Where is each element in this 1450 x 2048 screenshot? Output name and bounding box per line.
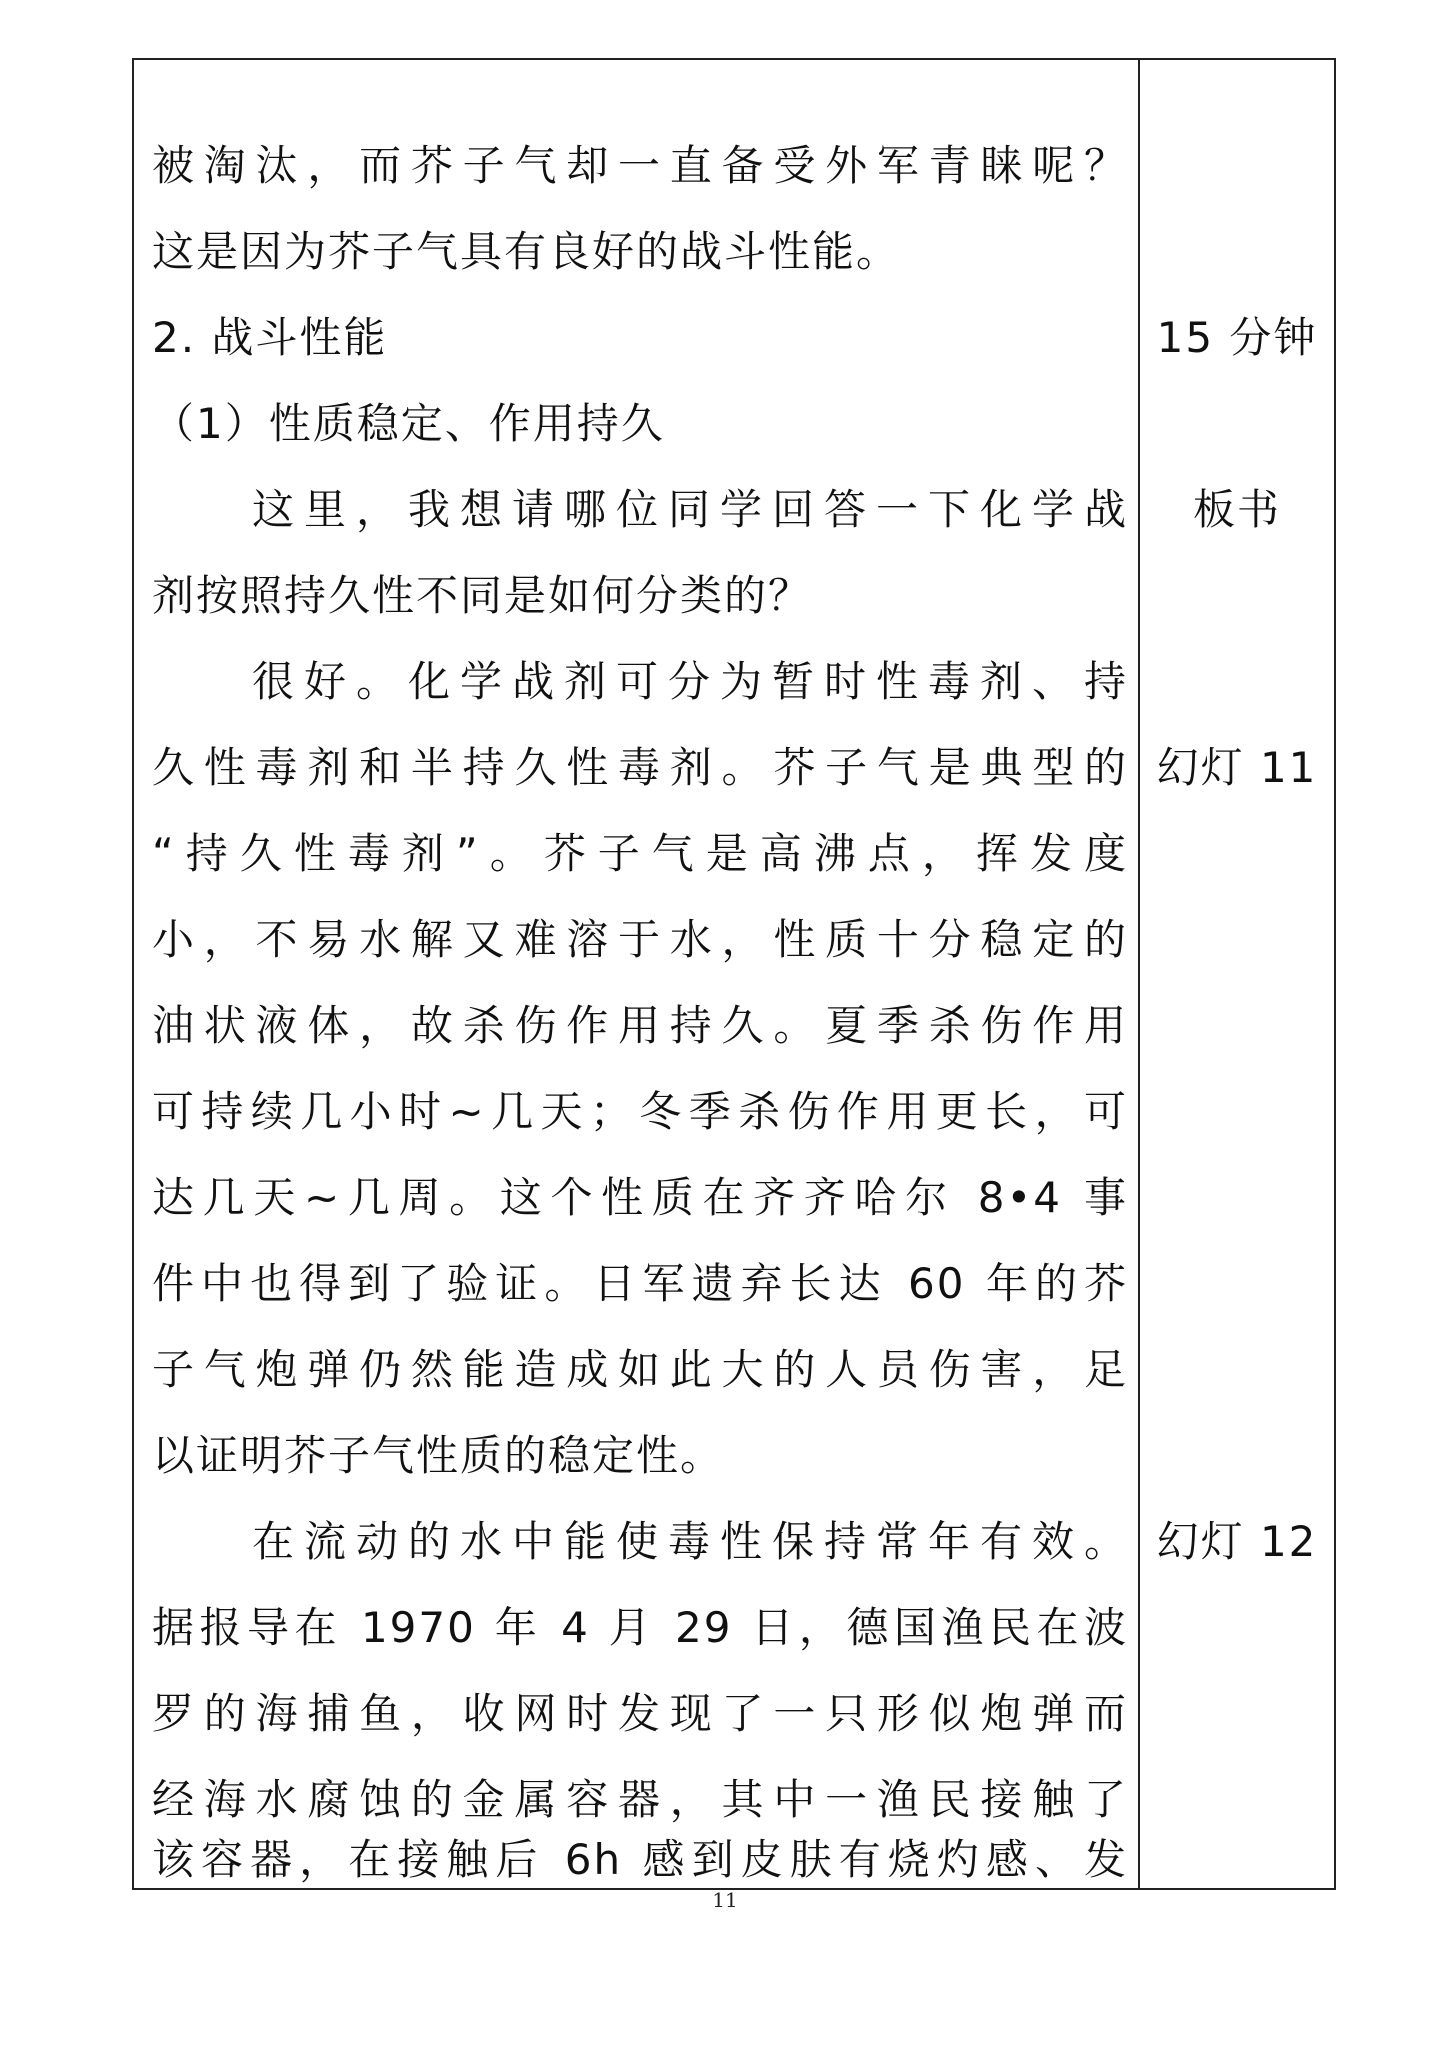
content-line: 小，不易水解又难溶于水，性质十分稳定的	[152, 915, 1128, 964]
content-line: 久性毒剂和半持久性毒剂。芥子气是典型的	[152, 743, 1128, 792]
lesson-content-column	[134, 60, 1138, 1888]
slide-12-label: 幻灯 12	[1156, 1517, 1318, 1566]
section-heading: 2. 战斗性能	[152, 313, 388, 362]
content-line: 可持续几小时~几天；冬季杀伤作用更长，可	[152, 1087, 1128, 1136]
board-label: 板书	[1192, 485, 1281, 534]
content-line: 子气炮弹仍然能造成如此大的人员伤害，足	[152, 1345, 1128, 1394]
content-line: 这是因为芥子气具有良好的战斗性能。	[152, 227, 901, 276]
content-line: 罗的海捕鱼，收网时发现了一只形似炮弹而	[152, 1689, 1128, 1738]
content-line: “持久性毒剂”。芥子气是高沸点，挥发度	[152, 829, 1128, 878]
content-line: 油状液体，故杀伤作用持久。夏季杀伤作用	[152, 1001, 1128, 1050]
subsection-heading: （1）性质稳定、作用持久	[152, 399, 665, 448]
time-label: 15 分钟	[1156, 313, 1318, 362]
content-line: 这里，我想请哪位同学回答一下化学战	[252, 485, 1128, 534]
content-line: 达几天~几周。这个性质在齐齐哈尔 8•4 事	[152, 1173, 1128, 1222]
content-line: 该容器，在接触后 6h 感到皮肤有烧灼感、发	[152, 1835, 1128, 1884]
content-line: 件中也得到了验证。日军遗弃长达 60 年的芥	[152, 1259, 1128, 1308]
slide-11-label: 幻灯 11	[1156, 743, 1318, 792]
content-line: 在流动的水中能使毒性保持常年有效。	[252, 1517, 1128, 1566]
page-number: 11	[712, 1888, 738, 1912]
teaching-notes-column	[1140, 60, 1334, 1888]
content-line: 据报导在 1970 年 4 月 29 日，德国渔民在波	[152, 1603, 1128, 1652]
lesson-plan-table	[132, 58, 1336, 1890]
content-line: 经海水腐蚀的金属容器，其中一渔民接触了	[152, 1775, 1128, 1824]
content-line: 被淘汰，而芥子气却一直备受外军青睐呢？	[152, 141, 1128, 190]
content-line: 很好。化学战剂可分为暂时性毒剂、持	[252, 657, 1128, 706]
content-line: 剂按照持久性不同是如何分类的？	[152, 571, 813, 620]
content-line: 以证明芥子气性质的稳定性。	[152, 1431, 725, 1480]
